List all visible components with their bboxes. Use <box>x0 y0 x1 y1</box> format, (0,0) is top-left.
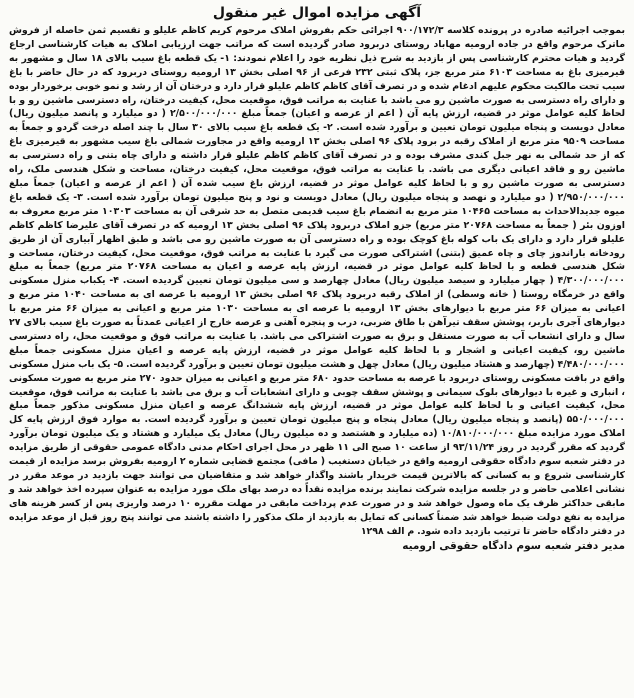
notice-title: آگهی مزایده اموال غیر منقول <box>212 5 422 21</box>
notice-body: بموجب اجرائیه صادره در پرونده کلاسه ۹۰۰/۱۷۲/۳ اجرائی حکم بفروش املاک مرحوم کریم کاظم علیلو و تقسیم ثمن حاصله از فروش ماترک مرحوم واقع در جاده ارومیه مهاباد روستای دربرود صادر گردیده است که مراتب جهت ارزیابی املاک به هیات کارشناسی ارجاع گردید و هیات محترم کارشناسی پس از بازدید به شرح ذیل نظریه خود را اعلام نمودند: ۱- یک قطعه باغ سیب بالای ۱۸ سال و مشهور به قیرمیزی باغ به مساحت ۶۱۰۳ متر مربع جز، پلاک ثبتی ۲۳۲ فرعی از ۹۶ اصلی بخش ۱۳ ارومیه روستای دربرود که در حال حاضر با باغ سیب تحت مالکیت محکوم علیهم ادغام شده و در تصرف آقای کاظم کاظم علیلو قرار دارد و درختان آن از رشد و نمو خوبی برخوردار بوده و دارای راه دسترسی به صورت ماشین رو می باشد با عنایت به مراتب فوق، موقعیت محل، کیفیت درختان، راه دسترسی ماشین رو و با لحاظ کلیه عوامل موثر در قضیه، ارزش پایه آن ( اعم از عرصه و اعیان) جمعاً مبلغ ۲/۵۰۰/۰۰۰/۰۰۰ ( دو میلیارد و پانصد میلیون ریال) معادل دویست و پنجاه میلیون تومان تعیین و برآورد شده است. ۲- یک قطعه باغ سیب بالای ۳۰ سال با چند اصله درخت گردو و جمعاً به مساحت ۹۵۰۹ متر مربع از املاک رقبه در برود پلاک ۹۶ اصلی بخش ۱۳ ارومیه واقع در مجاورت شمالی باغ سیب مشهور به قیرمیزی باغ که از حد شمالی به نهر جبل کندی مشرف بوده و در تصرف آقای کاظم کاظم علیلو قرار داشته و دارای چاه بتنی و راه دسترسی به ماشین رو و فاقد اعیانی دیگری می باشد. با عنایت به مراتب فوق، موقعیت محل، کیفیت درختان، مساحت و شکل هندسی ملک، راه دسترسی به صورت ماشین رو و با لحاظ کلیه عوامل موثر در قضیه، ارزش باغ سیب شده آن ( اعم از عرصه و اعیان) جمعاً مبلغ ۲/۹۵۰/۰۰۰/۰۰۰ ( دو میلیارد و نهصد و پنجاه میلیون ریال) معادل دویست و نود و پنج میلیون تومان برآورد شده است. ۳- یک قطعه باغ میوه جدیدالاحداث به مساحت ۱۰۴۶۵ متر مربع به انضمام باغ سیب قدیمی متصل به حد شرقی آن به مساحت ۱۰۳۰۳ متر مربع معروف به اوزون بئر ( جمعاً به مساحت ۲۰۷۶۸ متر مربع) جزو املاک دربرود پلاک ۹۶ اصلی بخش ۱۳ ارومیه که در تصرف آقای علیرضا کاظم کاظم علیلو قرار دارد و دارای یک باب کوله باغ کوچک بوده و راه دسترسی آن به صورت ماشین رو می باشد و طبق اظهار آبیاری آن از طریق رودخانه باراندوز چای و چاه عمیق (بتنی) اشتراکی صورت می گیرد با عنایت به مراتب فوق، موقعیت محل، کیفیت درختان، مساحت و شکل هندسی قطعه و با لحاظ کلیه عوامل موثر در قضیه، ارزش پایه عرصه و اعیان به مساحت ۲۰۷۶۸ متر مربع) جمعاً به مبلغ ۴/۳۰۰/۰۰۰/۰۰۰ ( چهار میلیارد و سیصد میلیون ریال) معادل چهارصد و سی میلیون تومان تعیین گردیده است. ۴- یکباب منزل مسکونی واقع در خرمگاه روستا ( خانه وسطی) از املاک رقبه دربرود پلاک ۹۶ اصلی بخش ۱۳ ارومیه با عرصه ای به مساحت ۱۰۴۰ متر مربع و اعیانی به میزان ۶۶ متر مربع با دیوارهای بخش ۱۳ ارومیه با عرصه ای به مساحت ۱۰۳۰ متر مربع و اعیانی به میزان ۶۶ متر مربع با دیوارهای آجری باربر، پوشش سقف تیرآهن با طاق ضربی، درب و پنجره آهنی و عرصه خارج از اعیانی عمدتاً به صورت باغ سیب بالای ۲۷ سال و دارای انشعاب آب به صورت مستقل و برق به صورت اشتراکی می باشد. با عنایت به مراتب فوق و موقعیت محل، راه دسترسی ماشین رو، کیفیت اعیانی و اشجار و با لحاظ کلیه عوامل موثر در قضیه، ارزش پایه عرصه و اعیان منزل مسکونی جمعاً مبلغ ۴/۴۸۰/۰۰۰/۰۰۰ (چهارصد و هشتاد میلیون ریال) معادل چهل و هشت میلیون تومان تعیین و برآورد گردیده است. ۵- یک باب منزل مسکونی واقع در بافت مسکونی روستای دربرود با عرصه به مساحت حدود ۶۸۰ متر مربع و اعیانی به میزان حدود ۲۷۰ متر مربع به صورت مسکونی ، انباری و غیره با دیوارهای بلوک سیمانی و پوشش سقف چوبی و دارای انشعابات آب و برق می باشد با عنایت به مراتب فوق، موقعیت محل، کیفیت اعیانی و با لحاظ کلیه عوامل موثر در قضیه، ارزش پایه ششدانگ عرصه و اعیان منزل مسکونی مذکور جمعاً مبلغ ۵۵۰/۰۰۰/۰۰۰ (پانصد و پنجاه میلیون ریال) معادل پنجاه و پنج میلیون تومان تعیین و برآورد گردیده است. به موارد فوق ارزش پایه کل املاک مورد مزایده مبلغ ۱۰/۸۱۰/۰۰۰/۰۰۰ (ده میلیارد و هشتصد و ده میلیون ریال) معادل یک میلیارد و هشتاد و یک میلیون تومان برآورد گردید که مقرر گردید در روز ۹۳/۱۱/۲۴ از ساعت ۱۰ صبح الی ۱۱ ظهر در محل اجرای احکام مدنی دادگاه عمومی حقوقی از طریق مزایده در دفتر شعبه سوم دادگاه حقوقی ارومیه واقع در خیابان دستغیب ( مافی) مجتمع قضایی شماره ۲ ارومیه بفروش برسد مزایده از قیمت کارشناسی شروع و به کسانی که بالاترین قیمت خریدار باشند واگذار خواهد شد و متقاضیان می توانند جهت بازدید در موعد مقرر در نشانی اعلامی حاضر و در جلسه مزایده شرکت نمایند برنده مزایده نقداً ده درصد بهای ملک مورد مزایده به عنوان سپرده اخذ خواهد شد و مابقی حداکثر ظرف یک ماه وصول خواهد شد و در صورت عدم پرداخت مابقی در مهلت مقرره ۱۰ درصد واریزی پس از کسر هزینه های مزایده به نفع دولت ضبط خواهد شد ضمناً کسانی که تمایل به بازدید از ملک مذکور را داشته باشند می توانند پنج روز قبل از موعد مزایده در دفتر دادگاه حاضر تا ترتیب بازدید داده شود. م الف ۱۲۹۸ <box>9 25 626 537</box>
notice-footer <box>9 539 625 553</box>
notice-signature: مدیر دفتر شعبه سوم دادگاه حقوقی ارومیه <box>402 539 625 552</box>
